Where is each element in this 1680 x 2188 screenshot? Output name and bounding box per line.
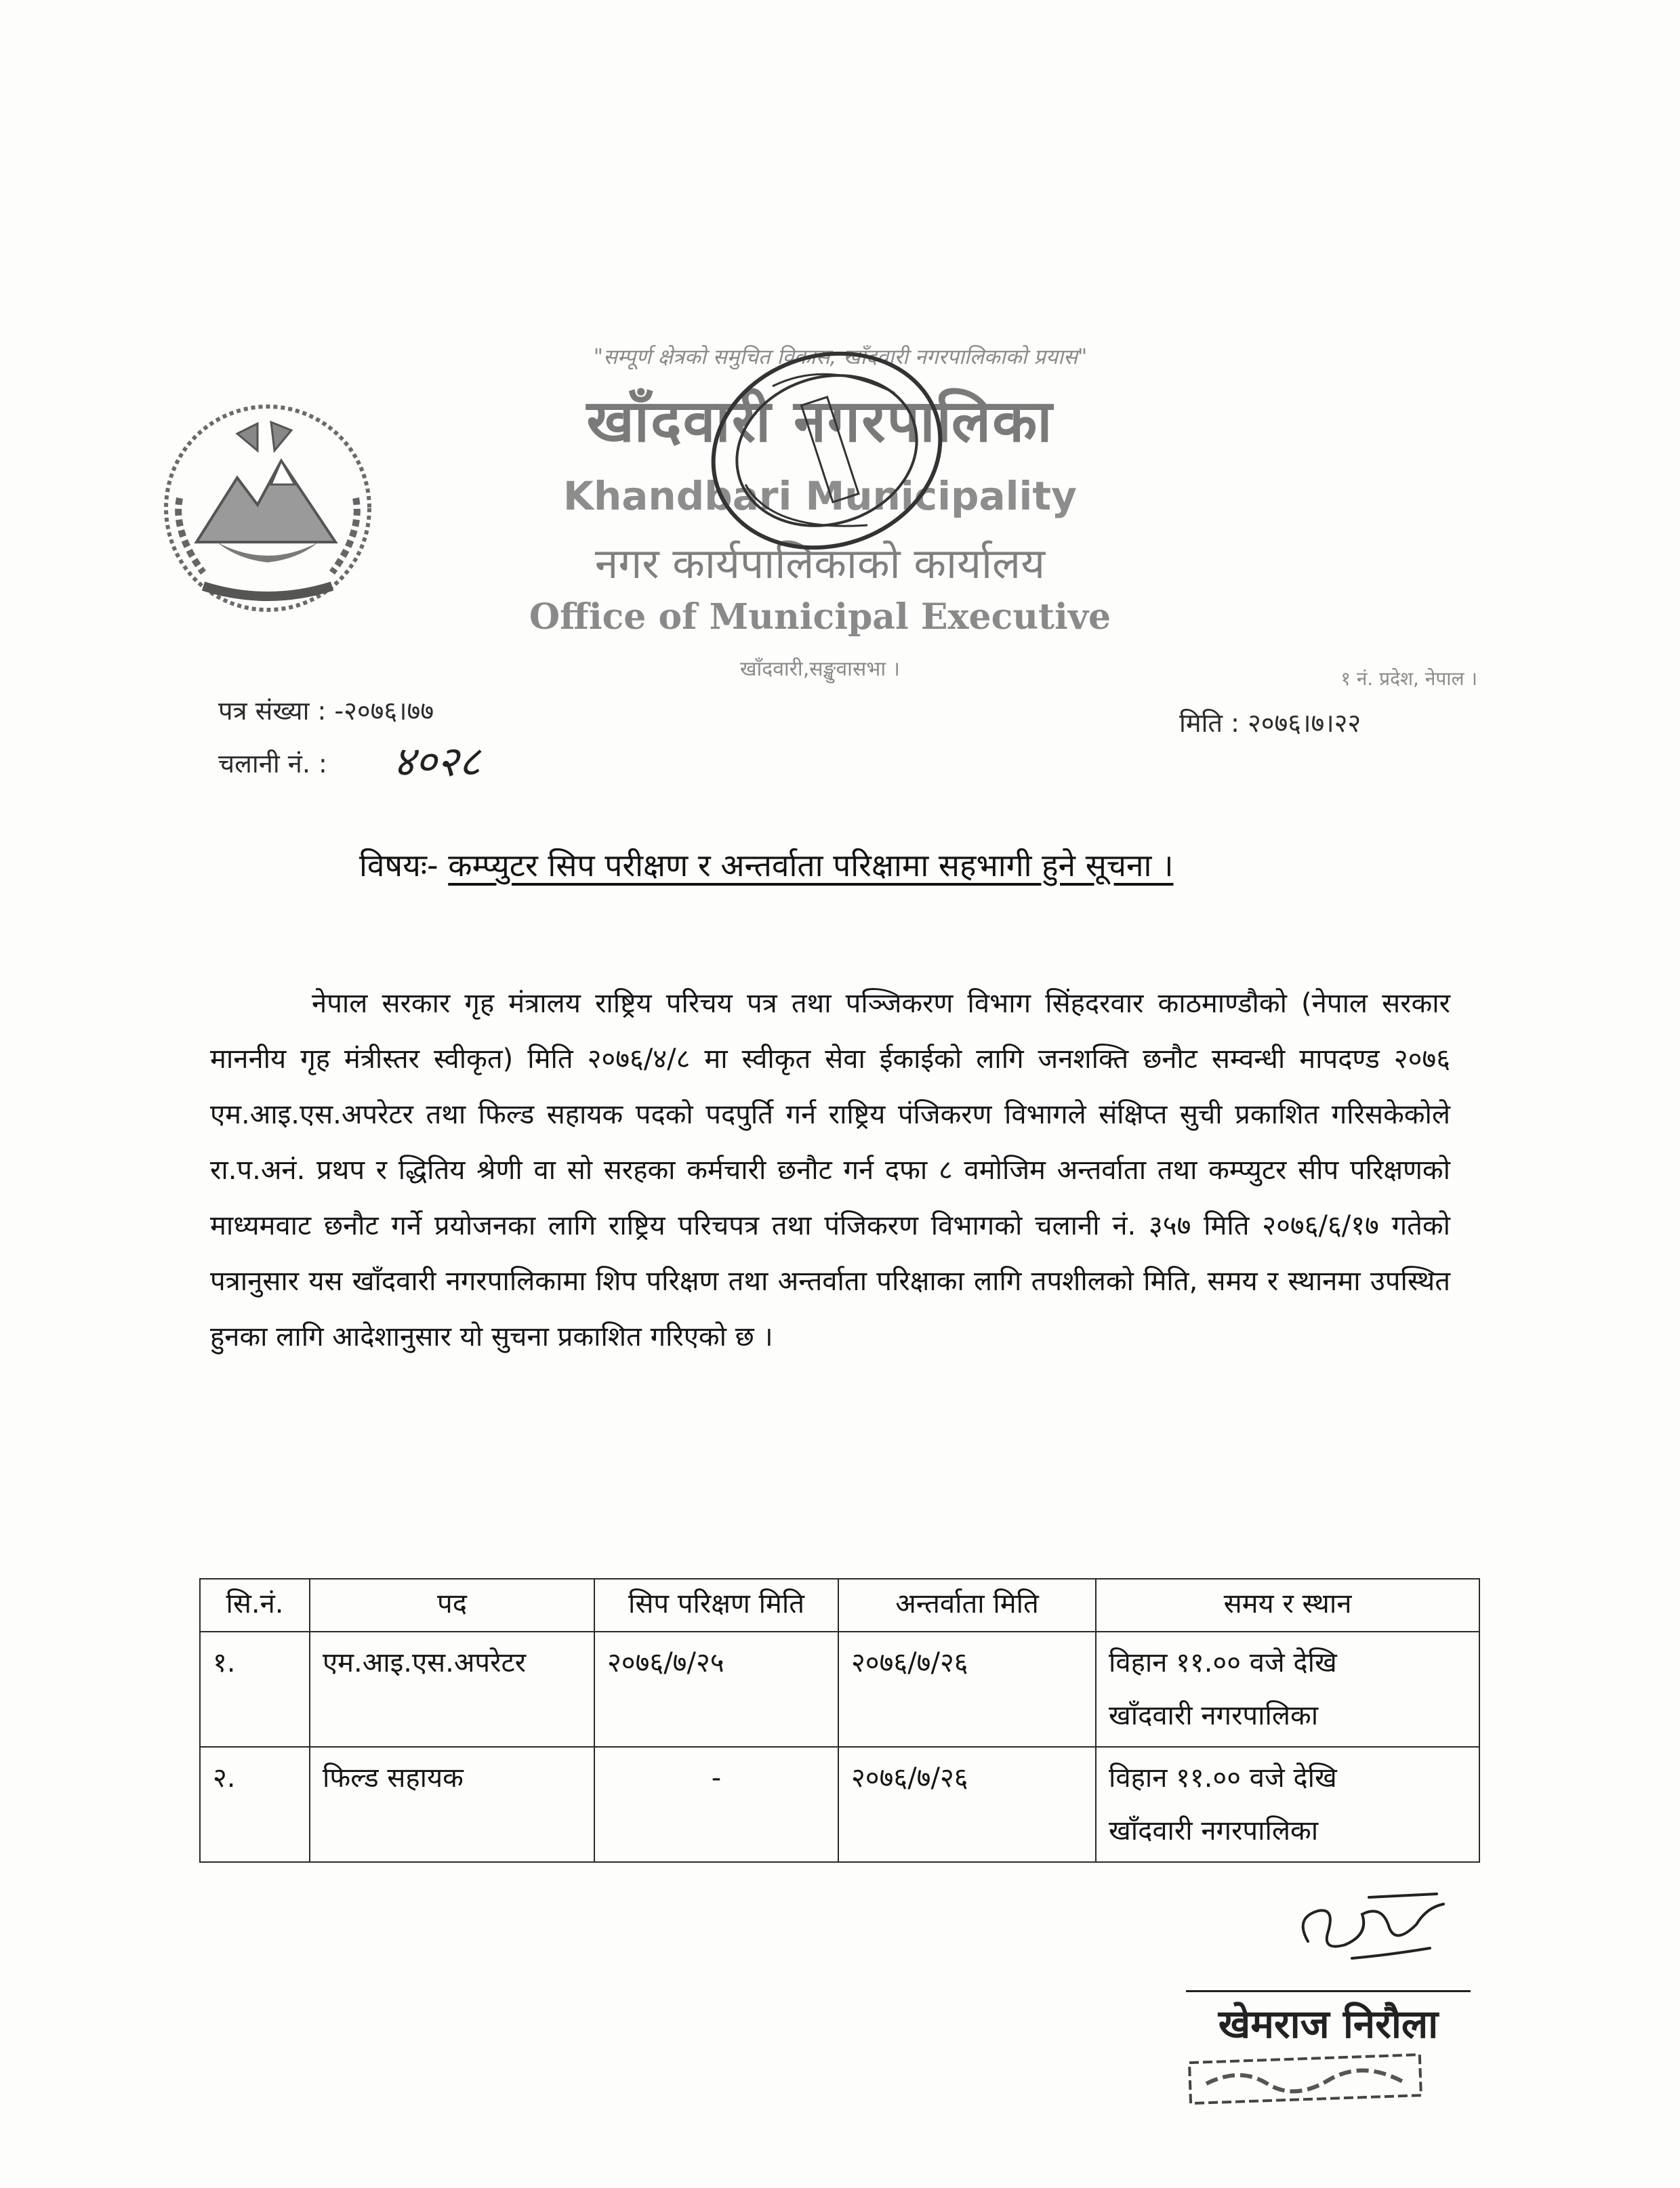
cell-place: खाँदवारी नगरपालिका [1109,1815,1319,1846]
letter-date: मिति : २०७६।७।२२ [1179,708,1361,738]
cell-place: खाँदवारी नगरपालिका [1109,1700,1319,1731]
municipality-seal [698,339,956,562]
dispatch-number-label: चलानी नं. : [218,749,327,779]
cell-post: फिल्ड सहायक [310,1747,594,1862]
signatory-name: खेमराज निरौला [1218,2001,1439,2047]
municipality-name-nepali: खाँदवारी नगरपालिका [586,388,1054,455]
municipality-name-english: Khandbari Municipality [563,473,1077,519]
schedule-table [199,1578,1480,1863]
dispatch-number-handwritten: ४०२८ [393,737,480,786]
subject-prefix: विषयः- [359,847,438,884]
cell-time: विहान ११.०० वजे देखि [1109,1762,1337,1794]
office-address: खाँदवारी,सङ्खुवासभा । [739,657,901,681]
table-row [200,1632,1479,1747]
designation-stamp [1186,2053,1430,2107]
cell-time: विहान ११.०० वजे देखि [1109,1647,1337,1678]
cell-interview-date: २०७६/७/२६ [838,1747,1096,1862]
cell-sn: २. [200,1747,310,1862]
cell-time-place [1096,1632,1479,1747]
subject-text: कम्प्युटर सिप परीक्षण र अन्तर्वाता परिक्षामा सहभागी हुने सूचना । [448,847,1174,884]
nepal-emblem [156,396,380,620]
office-name-english: Office of Municipal Executive [529,596,1111,638]
table-header-row [200,1579,1479,1632]
province-label: १ नं. प्रदेश, नेपाल । [1340,667,1477,690]
handwritten-signature [1288,1877,1464,1979]
cell-skill-date: - [594,1747,838,1862]
col-header-post: पद [310,1579,594,1632]
col-header-skill-date: सिप परिक्षण मिति [594,1579,838,1632]
cell-post: एम.आइ.एस.अपरेटर [310,1632,594,1747]
col-header-sn: सि.नं. [200,1579,310,1632]
letter-number: पत्र संख्या : -२०७६।७७ [218,696,434,726]
municipality-motto: "सम्पूर्ण क्षेत्रको समुचित विकास, खाँदवारी नगरपालिकाको प्रयास" [593,345,1088,369]
col-header-time-place: समय र स्थान [1096,1579,1479,1632]
cell-time-place [1096,1747,1479,1862]
cell-skill-date: २०७६/७/२५ [594,1632,838,1747]
table-row [200,1747,1479,1862]
cell-interview-date: २०७६/७/२६ [838,1632,1096,1747]
signature-line [1186,1990,1471,1992]
cell-sn: १. [200,1632,310,1747]
subject-line [359,844,1457,886]
office-name-nepali: नगर कार्यपालिकाको कार्यालय [594,539,1046,588]
col-header-interview-date: अन्तर्वाता मिति [838,1579,1096,1632]
notice-body: नेपाल सरकार गृह मंत्रालय राष्ट्रिय परिचय पत्र तथा पञ्जिकरण विभाग सिंहदरवार काठमाण्डौको (नेपाल सरकार माननीय गृह मंत्रीस्तर स्वीकृत) मिति २०७६/४/८ मा स्वीकृत सेवा ईकाईको लागि जनशक्ति छनौट सम्वन्धी मापदण्ड २०७६ एम.आइ.एस.अपरेटर तथा फिल्ड सहायक पदको पदपुर्ति गर्न राष्ट्रिय पंजिकरण विभागले संक्षिप्त सुची प्रकाशित गरिसकेकोले रा.प.अनं. प्रथप र द्धितिय श्रेणी वा सो सरहका कर्मचारी छनौट गर्न दफा ८ वमोजिम अन्तर्वाता तथा कम्प्युटर सीप परिक्षणको माध्यमवाट छनौट गर्ने प्रयोजनका लागि राष्ट्रिय परिचपत्र तथा पंजिकरण विभागको चलानी नं. ३५७ मिति २०७६/६/१७ गतेको पत्रानुसार यस खाँदवारी नगरपालिकामा शिप परिक्षण तथा अन्तर्वाता परिक्षाका लागि तपशीलको मिति, समय र स्थानमा उपस्थित हुनका लागि आदेशानुसार यो सुचना प्रकाशित गरिएको छ । [210,988,1450,1353]
